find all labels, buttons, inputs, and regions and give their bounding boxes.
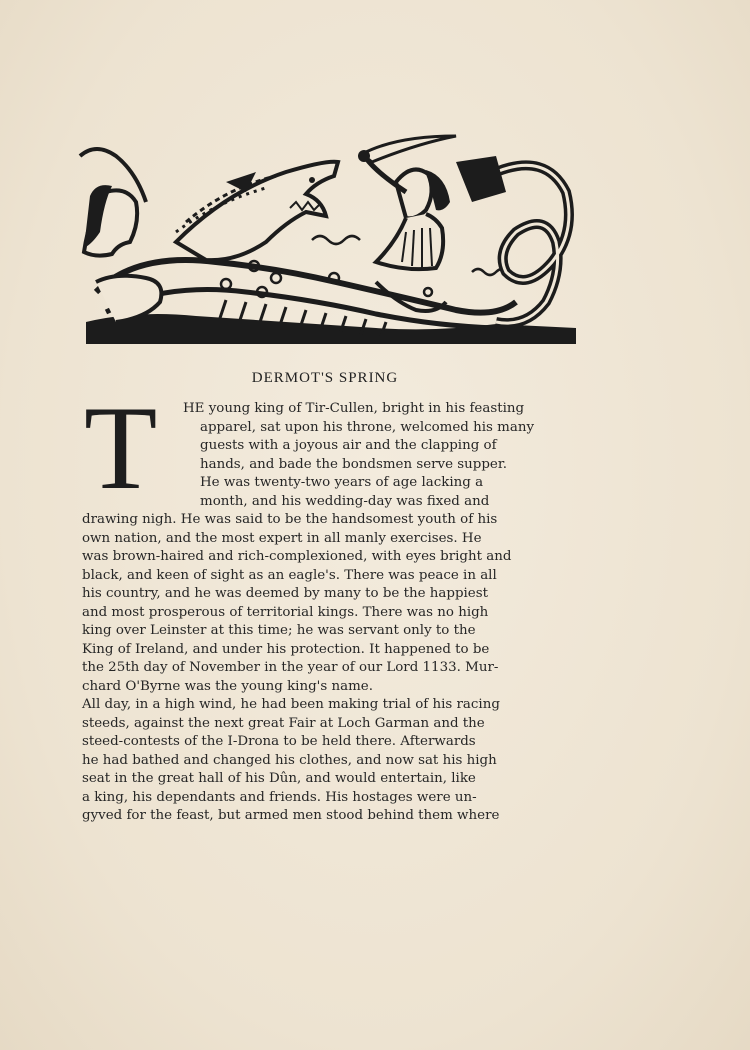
- text-line: own nation, and the most expert in all manly exercises. He: [82, 530, 482, 546]
- text-line: hands, and bade the bondsmen serve supper.: [200, 456, 508, 472]
- text-line: was brown-haired and rich-complexioned, with eyes bright and: [82, 549, 512, 564]
- text-line: a king, his dependants and friends. His hostages were un-: [82, 789, 477, 805]
- text-line: seat in the great hall of his Dûn, and would entertain, like: [82, 771, 476, 786]
- dragon-warrior-illustration: [76, 132, 576, 346]
- text-line: King of Ireland, and under his protection. It happened to be: [82, 641, 490, 657]
- text-line: and most prosperous of territorial kings. There was no high: [82, 604, 489, 620]
- text-line: drawing nigh. He was said to be the handsomest youth of his: [82, 512, 498, 527]
- text-line: chard O'Byrne was the young king's name.: [82, 678, 373, 694]
- text-line: guests with a joyous air and the clapping of: [200, 438, 497, 453]
- body-text: [82, 381, 568, 826]
- text-line: He was twenty-two years of age lacking a: [200, 475, 484, 490]
- text-line: HE young king of Tir-Cullen, bright in his feasting: [183, 401, 525, 416]
- text-line: steed-contests of the I-Drona to be held there. Afterwards: [82, 734, 476, 749]
- text-line: month, and his wedding-day was fixed and: [200, 493, 490, 509]
- text-line: his country, and he was deemed by many to be the happiest: [82, 586, 488, 601]
- text-line: black, and keen of sight as an eagle's. There was peace in all: [82, 567, 497, 583]
- text-line: gyved for the feast, but armed men stood behind them where: [82, 808, 500, 823]
- text-line: the 25th day of November in the year of our Lord 1133. Mur-: [82, 660, 499, 675]
- text-line: apparel, sat upon his throne, welcomed his many: [200, 419, 535, 435]
- text-line: steeds, against the next great Fair at Loch Garman and the: [82, 715, 485, 731]
- text-line: king over Leinster at this time; he was servant only to the: [82, 623, 476, 638]
- chapter-title: DERMOT'S SPRING: [251, 370, 399, 386]
- text-line: All day, in a high wind, he had been making trial of his racing: [82, 697, 500, 712]
- drop-cap: T: [84, 381, 158, 514]
- text-line: he had bathed and changed his clothes, and now sat his high: [82, 752, 497, 768]
